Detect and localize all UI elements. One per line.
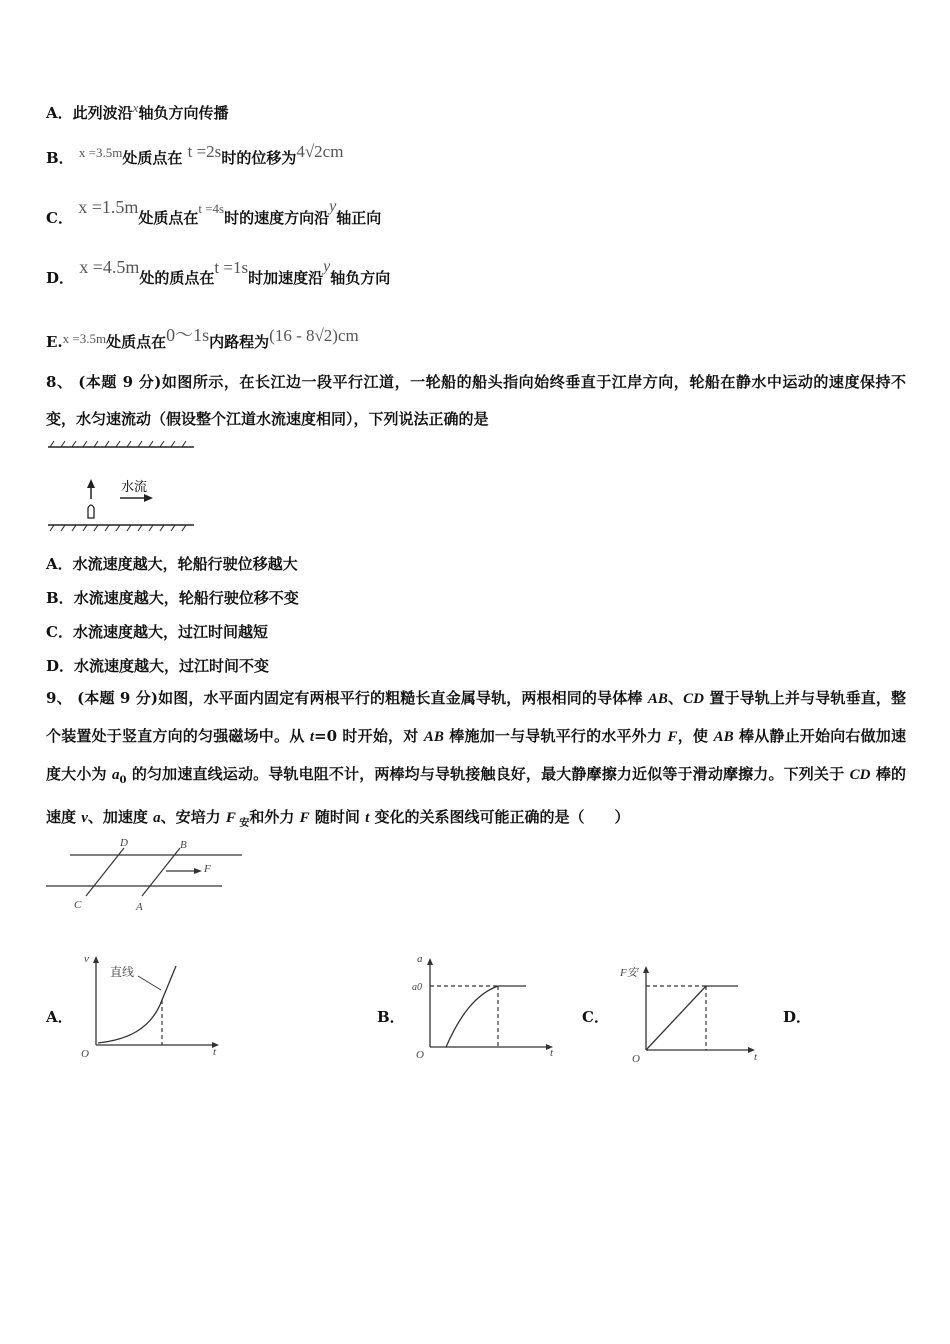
math-position: x =1.5m bbox=[78, 197, 139, 217]
option-text: 内路程为 bbox=[209, 333, 270, 351]
math-position: x =3.5m bbox=[78, 145, 123, 160]
flow-label: 水流 bbox=[121, 479, 148, 494]
q9-stem: 9、 (本题 9 分)如图，水平面内固定有两根平行的粗糙长直金属导轨，两根相同的导体棒 AB、CD 置于导轨上并与导轨垂直，整个装置处于竖直方向的匀强磁场中。从 t=0 时开始，对 AB 棒施加一与导轨平行的水平外力 F，使 AB 棒从静止开始向右做加速度大小为 $a_0$ 的匀加速直线运动。导轨电阻不计，两棒均与导轨接触良好，最大静摩擦力近似等于滑动摩擦力。下列关于 CD 棒的速度 v、加速度 a、安培力 F $_安$和外力 F 随时间 t 变化的关系图线可能正确的是（ ） bbox=[46, 689, 906, 829]
option-label: D． bbox=[46, 657, 75, 675]
q9-option-a-label: A． bbox=[46, 1008, 73, 1026]
q9-option-d-label: D． bbox=[783, 1008, 812, 1026]
level-label: a0 bbox=[412, 982, 422, 993]
option-text: 水流速度越大，轮船行驶位移不变 bbox=[73, 589, 299, 607]
axis-y-label: a bbox=[417, 953, 423, 965]
q9-option-c-label: C． bbox=[582, 1008, 609, 1026]
option-label: A． bbox=[46, 555, 73, 573]
boat-icon bbox=[88, 505, 94, 518]
option-text: 轴负方向传播 bbox=[138, 104, 229, 122]
q9-graph-b bbox=[410, 950, 560, 1062]
option-text: 轴负方向 bbox=[330, 269, 391, 287]
axis-x-label: t bbox=[213, 1046, 217, 1058]
math-x: x bbox=[132, 100, 139, 115]
label-b: B bbox=[180, 839, 187, 851]
option-label: C． bbox=[46, 623, 73, 641]
label-f: F bbox=[204, 863, 211, 875]
q8-option bbox=[46, 553, 298, 574]
axis-x-label: t bbox=[550, 1047, 554, 1059]
option-text: 水流速度越大，过江时间不变 bbox=[74, 657, 270, 675]
option-label: E. bbox=[46, 333, 63, 351]
math-time: t =4s bbox=[198, 201, 225, 216]
math-path-length: (16 - 8√2)cm bbox=[269, 326, 359, 345]
origin-label: O bbox=[632, 1053, 640, 1065]
q9-rails-figure bbox=[44, 834, 246, 914]
math-interval: 0～1s bbox=[166, 325, 210, 345]
math-time: t =1s bbox=[214, 258, 249, 277]
option-text: 时加速度沿 bbox=[248, 269, 324, 287]
option-text: 处的质点在 bbox=[139, 269, 215, 287]
option-label: B． bbox=[46, 149, 74, 167]
q7-option-b bbox=[46, 142, 344, 168]
option-label: C． bbox=[46, 209, 73, 227]
q7-option-c bbox=[46, 197, 382, 228]
q8-option bbox=[46, 587, 299, 608]
axis-y-label: F安 bbox=[620, 967, 638, 979]
q9-graph-c bbox=[616, 956, 766, 1066]
origin-label: O bbox=[81, 1048, 89, 1060]
option-text: 水流速度越大，轮船行驶位移越大 bbox=[72, 555, 298, 573]
axis-x-label: t bbox=[754, 1051, 758, 1063]
q8-option bbox=[46, 621, 268, 642]
q7-option-e bbox=[46, 327, 359, 353]
q7-option-a bbox=[46, 102, 228, 123]
option-text: 轴正向 bbox=[336, 209, 382, 227]
q8-river-figure bbox=[44, 438, 200, 538]
option-label: D． bbox=[46, 269, 75, 287]
q9-graph-a bbox=[76, 950, 226, 1062]
label-c: C bbox=[74, 899, 82, 911]
q8-option bbox=[46, 655, 269, 676]
label-a: A bbox=[136, 901, 143, 913]
option-text: 处质点在 bbox=[122, 149, 183, 167]
q9-option-b-label: B． bbox=[377, 1008, 405, 1026]
option-text: 水流速度越大，过江时间越短 bbox=[72, 623, 268, 641]
q8-stem: 8、 (本题 9 分)如图所示，在长江边一段平行江道，一轮船的船头指向始终垂直于江岸方向，轮船在静水中运动的速度保持不变，水匀速流动（假设整个江道水流速度相同），下列说法正确的是 bbox=[46, 373, 906, 428]
math-position: x =3.5m bbox=[62, 331, 107, 346]
math-y: y bbox=[329, 198, 337, 215]
math-displacement: 4√2cm bbox=[296, 142, 344, 161]
option-text: 处质点在 bbox=[138, 209, 199, 227]
axis-y-label: v bbox=[84, 953, 89, 965]
curve-note: 直线 bbox=[110, 965, 135, 979]
option-text: 处质点在 bbox=[106, 333, 167, 351]
option-label: B． bbox=[46, 589, 74, 607]
option-text: 时的位移为 bbox=[221, 149, 297, 167]
math-position: x =4.5m bbox=[79, 257, 140, 277]
math-y: y bbox=[323, 258, 331, 275]
label-d: D bbox=[120, 837, 128, 849]
option-text: 时的速度方向沿 bbox=[224, 209, 330, 227]
q7-option-d bbox=[46, 257, 391, 288]
option-text: 此列波沿 bbox=[72, 104, 133, 122]
origin-label: O bbox=[416, 1049, 424, 1061]
math-time: t =2s bbox=[187, 142, 222, 161]
option-label: A． bbox=[46, 104, 73, 122]
